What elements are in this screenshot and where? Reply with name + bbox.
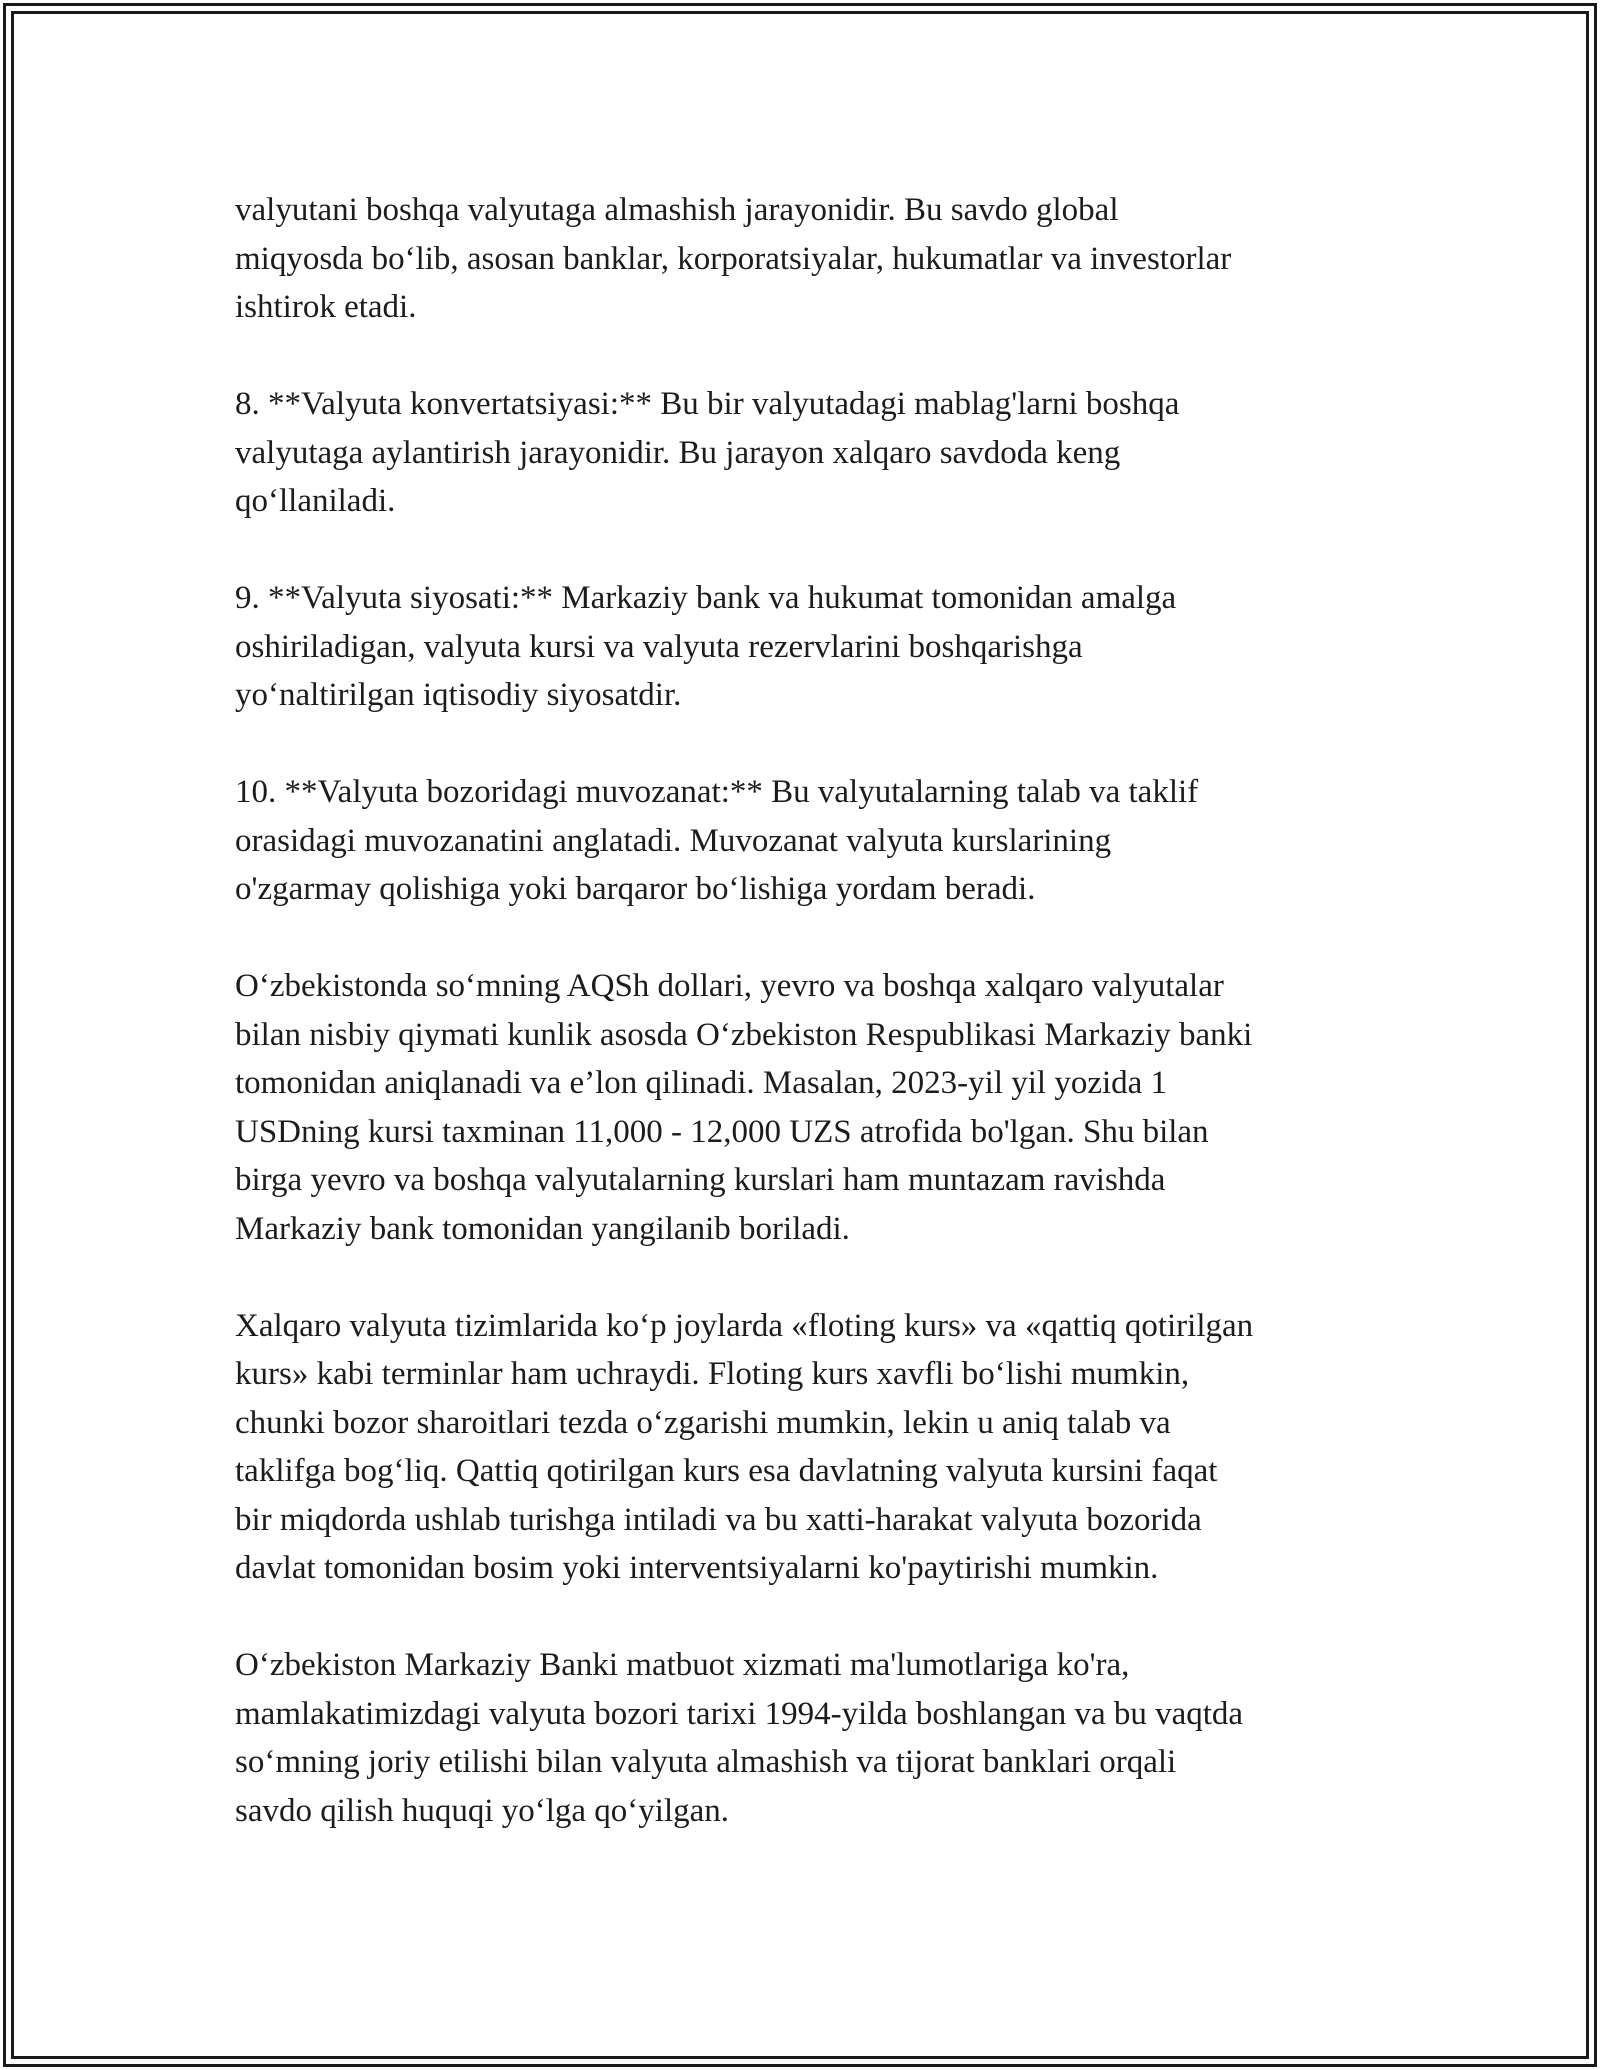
text-line: O‘zbekistonda so‘mning AQSh dollari, yevro va boshqa xalqaro valyutalar bbox=[235, 968, 1224, 1004]
text-line: birga yevro va boshqa valyutalarning kurslari ham muntazam ravishda bbox=[235, 1162, 1166, 1198]
paragraph bbox=[235, 768, 1385, 914]
text-line: mamlakatimizdagi valyuta bozori tarixi 1994-yilda boshlangan va bu vaqtda bbox=[235, 1695, 1244, 1732]
paragraph bbox=[235, 1302, 1385, 1593]
text-line: valyutaga aylantirish jarayonidir. Bu jarayon xalqaro savdoda keng bbox=[235, 434, 1121, 471]
text-line: qo‘llaniladi. bbox=[235, 483, 396, 519]
paragraph bbox=[235, 186, 1385, 332]
text-line: valyutani boshqa valyutaga almashish jarayonidir. Bu savdo global bbox=[235, 192, 1119, 228]
text-line: bir miqdorda ushlab turishga intiladi va bu xatti-harakat valyuta bozorida bbox=[235, 1501, 1202, 1538]
text-line: so‘mning joriy etilishi bilan valyuta almashish va tijorat banklari orqali bbox=[235, 1744, 1177, 1780]
text-line: oshiriladigan, valyuta kursi va valyuta rezervlarini boshqarishga bbox=[235, 628, 1083, 665]
text-line: bilan nisbiy qiymati kunlik asosda O‘zbekiston Respublikasi Markaziy banki bbox=[235, 1016, 1253, 1053]
text-line: orasidagi muvozanatini anglatadi. Muvozanat valyuta kurslarining bbox=[235, 822, 1112, 859]
text-line: ishtirok etadi. bbox=[235, 289, 417, 325]
text-line: kurs» kabi terminlar ham uchraydi. Floting kurs xavfli bo‘lishi mumkin, bbox=[235, 1356, 1190, 1392]
paragraph bbox=[235, 574, 1385, 720]
text-line: o'zgarmay qolishiga yoki barqaror bo‘lishiga yordam beradi. bbox=[235, 871, 1036, 907]
paragraph bbox=[235, 1641, 1385, 1835]
text-line: Markaziy bank tomonidan yangilanib boriladi. bbox=[235, 1210, 850, 1247]
text-line: O‘zbekiston Markaziy Banki matbuot xizmati ma'lumotlariga ko'ra, bbox=[235, 1647, 1130, 1683]
text-line: miqyosda bo‘lib, asosan banklar, korporatsiyalar, hukumatlar va investorlar bbox=[235, 240, 1232, 277]
text-line: savdo qilish huquqi yo‘lga qo‘yilgan. bbox=[235, 1792, 730, 1829]
text-line: Xalqaro valyuta tizimlarida ko‘p joylarda «floting kurs» va «qattiq qotirilgan bbox=[235, 1307, 1254, 1344]
text-line: yo‘naltirilgan iqtisodiy siyosatdir. bbox=[235, 677, 682, 713]
text-line: davlat tomonidan bosim yoki interventsiyalarni ko'paytirishi mumkin. bbox=[235, 1550, 1159, 1586]
text-line: USDning kursi taxminan 11,000 - 12,000 UZS atrofida bo'lgan. Shu bilan bbox=[235, 1113, 1209, 1150]
document-body bbox=[235, 186, 1385, 1884]
text-line: 10. **Valyuta bozoridagi muvozanat:** Bu valyutalarning talab va taklif bbox=[235, 774, 1199, 810]
paragraph bbox=[235, 962, 1385, 1253]
text-line: tomonidan aniqlanadi va e’lon qilinadi. Masalan, 2023-yil yil yozida 1 bbox=[235, 1065, 1168, 1101]
text-line: 9. **Valyuta siyosati:** Markaziy bank va hukumat tomonidan amalga bbox=[235, 580, 1177, 616]
text-line: taklifga bog‘liq. Qattiq qotirilgan kurs esa davlatning valyuta kursini faqat bbox=[235, 1453, 1218, 1489]
paragraph bbox=[235, 380, 1385, 526]
text-line: 8. **Valyuta konvertatsiyasi:** Bu bir valyutadagi mablag'larni boshqa bbox=[235, 386, 1180, 422]
text-line: chunki bozor sharoitlari tezda o‘zgarishi mumkin, lekin u aniq talab va bbox=[235, 1404, 1171, 1441]
